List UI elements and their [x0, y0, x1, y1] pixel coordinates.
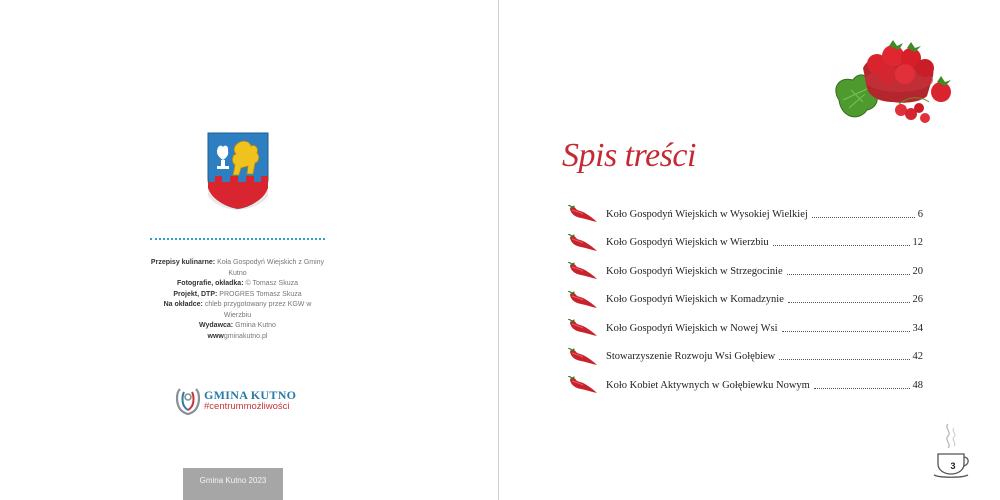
coat-of-arms-icon [205, 130, 271, 210]
credits-label: Wydawca: [199, 322, 234, 329]
toc-leader-dots [812, 217, 915, 218]
toc-entry-label: Koło Gospodyń Wiejskich w Komadzynie [606, 294, 784, 306]
table-of-contents [568, 200, 923, 400]
left-page [0, 0, 499, 500]
credits-label: www [207, 332, 224, 340]
toc-entry-label: Koło Gospodyń Wiejskich w Wysokiej Wielkiej [606, 208, 808, 220]
credits-text: Koła Gospodyń Wiejskich z Gminy Kutno [217, 259, 325, 277]
dotted-divider [150, 238, 325, 240]
footer-label: Gmina Kutno 2023 [183, 468, 283, 500]
credits-text: chleb przygotowany przez KGW w Wierzbiu [204, 301, 312, 319]
coffee-cup-icon [932, 420, 972, 480]
gmina-kutno-logo [175, 385, 305, 417]
chili-pepper-icon [568, 234, 598, 252]
toc-leader-dots [787, 274, 910, 275]
toc-entry[interactable] [568, 371, 923, 400]
toc-leader-dots [814, 388, 910, 389]
toc-leader-dots [773, 245, 910, 246]
gmina-kutno-emblem-icon [175, 385, 201, 415]
credits-text: © Tomasz Skuza [245, 280, 298, 287]
toc-page-number: 20 [912, 265, 923, 277]
toc-entry-label: Koło Kobiet Aktywnych w Gołębiewku Nowym [606, 379, 810, 391]
chili-pepper-icon [568, 376, 598, 394]
credits-label: Fotografie, okładka: [177, 280, 244, 287]
toc-entry-label: Koło Gospodyń Wiejskich w Strzegocinie [606, 265, 783, 277]
toc-page-number: 48 [912, 379, 923, 391]
toc-leader-dots [782, 331, 910, 332]
credits-line [150, 279, 325, 290]
credits-label: Projekt, DTP: [173, 290, 218, 298]
credits-text: PROGRES Tomasz Skuza [219, 290, 302, 298]
chili-pepper-icon [568, 291, 598, 309]
credits-line [150, 290, 325, 301]
page-title: Spis treści [562, 137, 696, 174]
toc-page-number: 12 [912, 237, 923, 249]
credits-label: Na okładce: [163, 301, 203, 308]
chili-pepper-icon [568, 205, 598, 223]
credits-text: gminakutno.pl [223, 332, 268, 340]
chili-pepper-icon [568, 319, 598, 337]
page-number: 3 [950, 461, 956, 471]
toc-page-number: 26 [912, 294, 923, 306]
chili-pepper-icon [568, 348, 598, 366]
toc-entry[interactable] [568, 343, 923, 372]
toc-entry[interactable] [568, 257, 923, 286]
toc-page-number: 6 [917, 208, 923, 220]
logo-tagline: #centrummożliwości [204, 401, 290, 412]
toc-entry-label: Koło Gospodyń Wiejskich w Wierzbiu [606, 237, 769, 249]
credits-line [150, 332, 325, 343]
toc-entry[interactable] [568, 286, 923, 315]
toc-entry[interactable] [568, 229, 923, 258]
credits-block [150, 258, 325, 342]
credits-label: Przepisy kulinarne: [150, 259, 216, 266]
credits-line [150, 258, 325, 279]
toc-leader-dots [788, 302, 910, 303]
toc-entry-label: Stowarzyszenie Rozwoju Wsi Gołębiew [606, 351, 776, 363]
right-page [500, 0, 1000, 500]
strawberries-bowl-image [829, 30, 969, 130]
toc-entry[interactable] [568, 314, 923, 343]
chili-pepper-icon [568, 262, 598, 280]
toc-entry-label: Koło Gospodyń Wiejskich w Nowej Wsi [606, 322, 778, 334]
toc-page-number: 34 [912, 322, 923, 334]
credits-line [150, 300, 325, 321]
toc-page-number: 42 [912, 351, 923, 363]
toc-leader-dots [779, 359, 909, 360]
credits-text: Gmina Kutno [235, 322, 276, 329]
toc-entry[interactable] [568, 200, 923, 229]
credits-line [150, 321, 325, 332]
logo-name: GMINA KUTNO [204, 388, 297, 402]
